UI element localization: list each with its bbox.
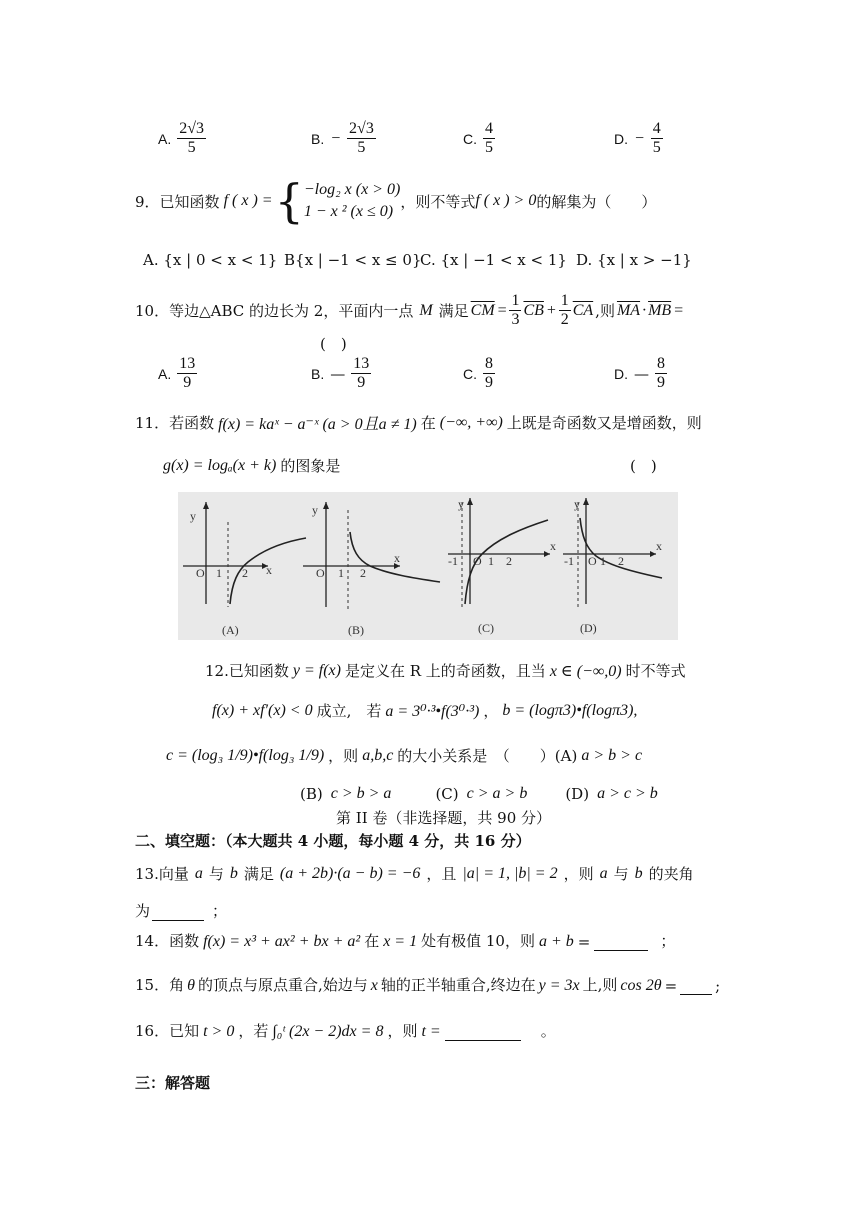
q10-option-d: D. — $\frac{8}{9}$ [614, 355, 665, 391]
q11-stem: 11．若函数 f(x) = kaˣ − a⁻ˣ (a > 0且a ≠ 1) 在 (−∞, +∞) 上既是奇函数又是增函数，则 [135, 413, 702, 433]
q14-stem: 14．函数 f(x) = x³ + ax² + bx + a² 在 x = 1 处有极值 10，则 a + b = ； [135, 932, 676, 951]
svg-text:2: 2 [360, 566, 366, 580]
vector-cb: $\overline{CB}$ [523, 301, 544, 319]
option-label: C. [463, 130, 477, 147]
svg-text:x: x [550, 539, 556, 553]
graph-label-d: (D) [580, 621, 597, 635]
piecewise-cases: −log₂ x (x > 0) 1 − x ² (x ≤ 0) [303, 181, 401, 220]
svg-text:1: 1 [488, 554, 494, 568]
q9-option-d: D. {x | x > −1} [576, 251, 692, 269]
q13-line2: 为 ； [135, 902, 228, 920]
q8-option-b [311, 120, 376, 157]
graph-label-a: (A) [222, 623, 239, 637]
q15-stem: 15．角 θ 的顶点与原点重合,始边与 x 轴的正半轴重合,终边在 y = 3x 上,则 cos 2θ = ; [135, 976, 721, 995]
q8-option-d [614, 120, 663, 157]
answer-paren: ( ) [320, 335, 347, 353]
answer-blank[interactable] [680, 978, 712, 995]
graph-options-svg [178, 492, 678, 640]
q12-line3: c = (log₃ 1/9)•f(log₃ 1/9) ，则 a,b,c 的大小关系是 （ ）(A) a > b > c [166, 746, 643, 765]
piecewise-brace: { [274, 174, 304, 228]
q9-stem: 9． 已知函数 f ( x ) = { −log₂ x (x > 0) 1 − x ² (x ≤ 0) ，则不等式 f ( x ) > 0 的解集为（ ） [135, 174, 657, 228]
svg-text:y: y [312, 503, 318, 517]
svg-text:x: x [656, 539, 662, 553]
svg-text:y: y [574, 497, 580, 511]
answer-blank[interactable] [445, 1024, 521, 1041]
answer-paren: ( ) [630, 457, 657, 475]
svg-text:2: 2 [242, 566, 248, 580]
q8-option-a [158, 120, 206, 157]
minus-sign: − [330, 129, 342, 147]
svg-text:1: 1 [338, 566, 344, 580]
q10-option-b: B. — $\frac{13}{9}$ [311, 355, 370, 391]
graph-a [183, 502, 306, 637]
svg-text:2: 2 [618, 554, 624, 568]
svg-text:x: x [394, 551, 400, 565]
graph-label-c: (C) [478, 621, 494, 635]
q9-option-b: B{x | −1 < x ≤ 0} [284, 251, 422, 269]
fraction: $\frac{13}{9}$ [353, 355, 370, 391]
svg-text:O: O [473, 554, 482, 568]
q10-stem: 10．等边△ABC 的边长为 2，平面内一点 M 满足 $\overline{CM}$ = $\frac{1}{3}$ $\overline{CB}$ + $\frac{1}{2}$ $\overline{CA}$ ,则 $\overline{MA}$ · $\overline{MB}$ = [135, 292, 684, 328]
svg-text:O: O [316, 566, 325, 580]
fraction: $\frac{4}{5}$ [652, 120, 661, 156]
q16-stem: 16．已知 t > 0 ，若 ∫₀ᵗ (2x − 2)dx = 8 ，则 t = 。 [135, 1022, 556, 1040]
q12-stem: 12.已知函数 y = f(x) 是定义在 R 上的奇函数，且当 x ∈ (−∞,0) 时不等式 [205, 661, 686, 680]
fraction: $\frac{2√3}{5}$ [349, 120, 374, 156]
svg-text:y: y [458, 497, 464, 511]
svg-text:1: 1 [600, 554, 606, 568]
q10-option-c: C. $\frac{8}{9}$ [463, 355, 493, 391]
graph-d [563, 497, 662, 635]
svg-text:1: 1 [216, 566, 222, 580]
part2-title: 第 II 卷（非选择题，共 90 分） [336, 809, 552, 827]
svg-text:-1: -1 [448, 554, 458, 568]
section3-heading: 三：解答题 [135, 1074, 211, 1092]
q13-stem: 13.向量 a 与 b 满足 (a + 2b)·(a − b) = −6 ，且 |a| = 1, |b| = 2 ，则 a 与 b 的夹角 [135, 864, 694, 883]
q12-line2: f(x) + xf′(x) < 0 成立, 若 a = 3⁰·³•f(3⁰·³) ， b = (logπ3)•f(logπ3), [212, 701, 638, 720]
vector-ma: $\overline{MA}$ [616, 301, 641, 319]
svg-text:O: O [196, 566, 205, 580]
fraction: $\frac{4}{5}$ [485, 120, 493, 156]
svg-text:y: y [190, 509, 196, 523]
vector-mb: $\overline{MB}$ [648, 301, 672, 319]
svg-text:O: O [588, 554, 597, 568]
q9-option-a: A. {x | 0 < x < 1} [143, 251, 278, 269]
graph-label-b: (B) [348, 623, 364, 637]
q10-option-a: A. $\frac{13}{9}$ [158, 355, 196, 391]
svg-text:2: 2 [506, 554, 512, 568]
option-label: B. [311, 130, 325, 147]
fraction: $\frac{13}{9}$ [179, 355, 196, 391]
minus-sign: − [634, 129, 645, 147]
graph-b [303, 502, 440, 637]
answer-blank[interactable] [152, 904, 204, 921]
svg-text:x: x [266, 563, 272, 577]
q11-stem-line2: g(x) = logₐ(x + k) 的图象是 [163, 456, 341, 475]
q12-options: (B) c > b > a (C) c > a > b (D) a > c > b [300, 785, 658, 803]
answer-blank[interactable] [594, 934, 648, 951]
graph-options-image [178, 492, 678, 640]
option-label: D. [614, 130, 628, 147]
q8-option-c [463, 120, 495, 157]
graph-c [448, 497, 556, 635]
fraction: $\frac{2√3}{5}$ [179, 120, 205, 156]
fraction: $\frac{8}{9}$ [485, 355, 493, 391]
fraction: $\frac{8}{9}$ [657, 355, 665, 391]
option-label: A. [158, 130, 172, 147]
fraction: $\frac{1}{2}$ [560, 292, 569, 328]
svg-text:-1: -1 [564, 554, 574, 568]
vector-ca: $\overline{CA}$ [572, 301, 594, 319]
q9-option-c: C. {x | −1 < x < 1} [420, 251, 567, 269]
section2-heading: 二、填空题：（本大题共 4 小题，每小题 4 分，共 16 分） [135, 832, 531, 850]
vector-cm: $\overline{CM}$ [470, 301, 495, 319]
fraction: $\frac{1}{3}$ [511, 292, 520, 328]
